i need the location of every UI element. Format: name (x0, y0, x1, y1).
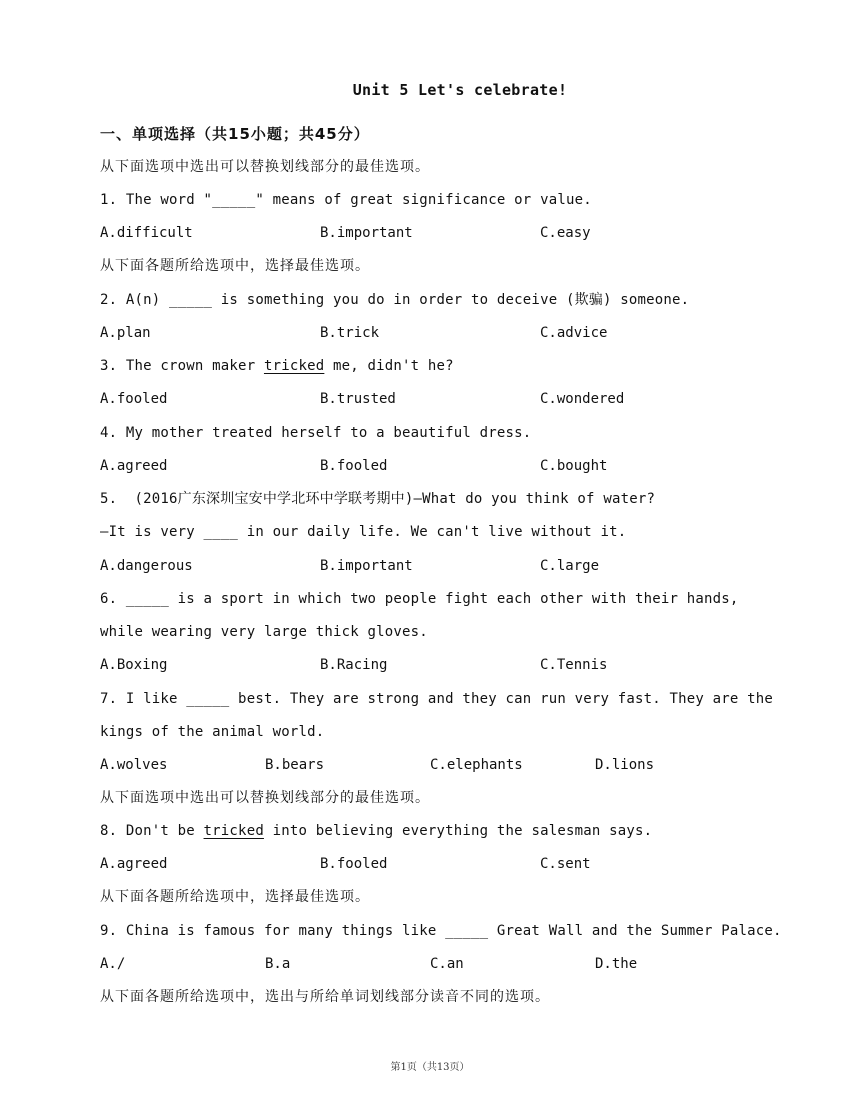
instruction-best-1: 从下面各题所给选项中，选择最佳选项。 (100, 258, 370, 274)
question-1-option-c[interactable]: C.easy (540, 225, 591, 241)
question-7-line-1: 7. I like _____ best. They are strong and they can run very fast. They are the (100, 691, 774, 707)
question-7-option-c[interactable]: C.elephants (430, 757, 523, 773)
section-header: 一、单项选择（共15小题；共45分） (100, 125, 370, 143)
question-9: 9. China is famous for many things like _____ Great Wall and the Summer Palace. (100, 923, 782, 939)
question-5-option-c[interactable]: C.large (540, 558, 600, 574)
question-8-options (0, 854, 860, 874)
question-8-option-b[interactable]: B.fooled (320, 856, 388, 872)
document-title: Unit 5 Let's celebrate! (352, 81, 568, 99)
question-5-line-2: —It is very ____ in our daily life. We can't live without it. (100, 524, 627, 540)
question-3-options (0, 389, 860, 409)
question-2: 2. A(n) _____ is something you do in order to deceive (欺骗) someone. (100, 292, 690, 308)
question-7-option-d[interactable]: D.lions (595, 757, 655, 773)
question-7-line-2: kings of the animal world. (100, 724, 325, 740)
question-6-option-a[interactable]: A.Boxing (100, 657, 168, 673)
question-9-options (0, 954, 860, 974)
instruction-pronunciation: 从下面各题所给选项中，选出与所给单词划线部分读音不同的选项。 (100, 989, 550, 1005)
question-9-option-a[interactable]: A./ (100, 956, 126, 972)
question-6-line-1: 6. _____ is a sport in which two people fight each other with their hands, (100, 591, 739, 607)
question-3-option-c[interactable]: C.wondered (540, 391, 625, 407)
question-5-option-a[interactable]: A.dangerous (100, 558, 193, 574)
question-2-option-c[interactable]: C.advice (540, 325, 608, 341)
question-2-options (0, 323, 860, 343)
question-7-option-a[interactable]: A.wolves (100, 757, 168, 773)
question-6-options (0, 655, 860, 675)
question-8-text-post: into believing everything the salesman says. (263, 823, 653, 839)
question-8-text-pre: 8. Don't be (100, 823, 204, 839)
question-1: 1. The word "_____" means of great significance or value. (100, 192, 592, 208)
question-7-option-b[interactable]: B.bears (265, 757, 325, 773)
question-3-option-b[interactable]: B.trusted (320, 391, 396, 407)
question-3-option-a[interactable]: A.fooled (100, 391, 168, 407)
question-6-line-2: while wearing very large thick gloves. (100, 624, 428, 640)
instruction-replace-2: 从下面选项中选出可以替换划线部分的最佳选项。 (100, 790, 430, 806)
question-4: 4. My mother treated herself to a beautiful dress. (100, 425, 532, 441)
question-6-option-b[interactable]: B.Racing (320, 657, 388, 673)
page-footer: 第1页（共13页） (390, 1062, 470, 1073)
question-9-option-c[interactable]: C.an (430, 956, 464, 972)
question-4-option-c[interactable]: C.bought (540, 458, 608, 474)
question-5-option-b[interactable]: B.important (320, 558, 413, 574)
question-4-option-b[interactable]: B.fooled (320, 458, 388, 474)
question-1-option-a[interactable]: A.difficult (100, 225, 193, 241)
question-6-option-c[interactable]: C.Tennis (540, 657, 608, 673)
question-7-options (0, 755, 860, 775)
question-8-underlined-word: tricked (203, 823, 264, 839)
question-8-option-a[interactable]: A.agreed (100, 856, 168, 872)
question-1-options (0, 223, 860, 243)
question-3 (100, 356, 454, 376)
instruction-best-2: 从下面各题所给选项中，选择最佳选项。 (100, 889, 370, 905)
question-3-text-pre: 3. The crown maker (100, 358, 264, 374)
question-9-option-d[interactable]: D.the (595, 956, 638, 972)
question-9-option-b[interactable]: B.a (265, 956, 291, 972)
question-4-option-a[interactable]: A.agreed (100, 458, 168, 474)
question-3-text-post: me, didn't he? (324, 358, 454, 374)
question-2-option-a[interactable]: A.plan (100, 325, 151, 341)
question-8 (100, 821, 652, 841)
question-8-option-c[interactable]: C.sent (540, 856, 591, 872)
question-4-options (0, 456, 860, 476)
question-3-underlined-word: tricked (263, 358, 325, 374)
question-5-options (0, 556, 860, 576)
question-2-option-b[interactable]: B.trick (320, 325, 380, 341)
question-1-option-b[interactable]: B.important (320, 225, 413, 241)
instruction-replace: 从下面选项中选出可以替换划线部分的最佳选项。 (100, 159, 430, 175)
question-5-line-1: 5. (2016广东深圳宝安中学北环中学联考期中)—What do you think of water? (100, 491, 656, 507)
